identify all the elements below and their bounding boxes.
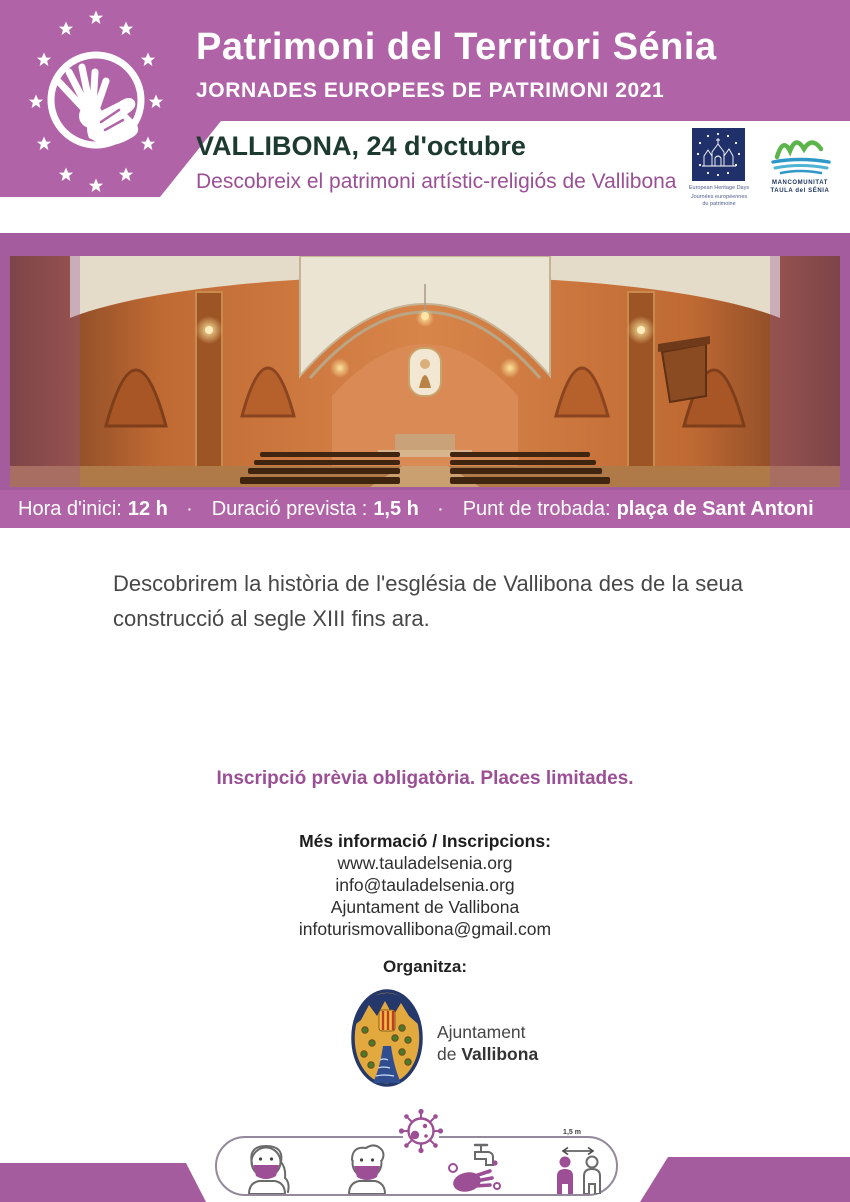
contact-tourism-email: infoturismovallibona@gmail.com <box>298 919 552 939</box>
church-interior-photo <box>10 256 840 487</box>
organizer-name-line2: de Vallibona <box>437 1044 539 1064</box>
man-wearing-mask-icon <box>339 1142 395 1194</box>
duration-value: 1,5 h <box>373 498 419 520</box>
social-distancing-icon <box>551 1142 607 1194</box>
organizer-heading: Organitza: <box>382 957 468 976</box>
organizer-name <box>437 1021 538 1065</box>
mancomunitat-logo-icon <box>763 131 837 177</box>
vallibona-crest-icon <box>350 988 424 1088</box>
registration-notice: Inscripció prèvia obligatòria. Places limitades. <box>216 768 634 789</box>
event-title: VALLIBONA, 24 d'octubre <box>196 131 526 161</box>
hand-washing-icon <box>445 1142 503 1194</box>
event-description: Descobrirem la història de l'església de Vallibona des de la seua construcció al segle XIII fins ara. <box>113 571 743 631</box>
duration-label: Duració prevista : <box>211 498 368 520</box>
contact-heading: Més informació / Inscripcions: <box>299 831 551 851</box>
separator-dot: · <box>187 501 193 517</box>
bottom-right-purple-band <box>640 1157 850 1202</box>
mancomunitat-name-line1: MANCOMUNITAT <box>772 180 828 186</box>
meeting-point-value: plaça de Sant Antoni <box>616 498 814 520</box>
photo-frame <box>0 233 850 490</box>
mancomunitat-name-line2: TAULA del SÉNIA <box>770 188 830 194</box>
ehd-caption-line3: du patrimoine <box>702 201 736 207</box>
event-details-bar <box>0 490 850 528</box>
contact-website: www.tauladelsenia.org <box>337 853 513 873</box>
event-subtitle: Descobreix el patrimoni artístic-religiós de Vallibona <box>196 170 677 193</box>
coronavirus-icon <box>396 1106 446 1161</box>
start-time-label: Hora d'inici: <box>18 498 122 520</box>
organizer-town-name: Vallibona <box>461 1044 539 1064</box>
contact-block <box>0 830 850 940</box>
meeting-point-label: Punt de trobada: <box>462 498 611 520</box>
poster-title: Patrimoni del Territori Sénia <box>196 26 717 68</box>
european-heritage-days-logo-icon <box>692 128 745 181</box>
contact-email: info@tauladelsenia.org <box>335 875 515 895</box>
bottom-left-purple-band <box>0 1163 206 1202</box>
separator-dot: · <box>438 501 444 517</box>
ehd-caption-line2: Journées européennes <box>690 194 748 200</box>
woman-wearing-mask-icon <box>239 1142 295 1194</box>
distance-label: 1,5 m <box>563 1129 581 1136</box>
ehd-caption-line1: European Heritage Days <box>688 185 750 191</box>
contact-townhall: Ajuntament de Vallibona <box>330 897 520 917</box>
start-time-value: 12 h <box>127 498 168 520</box>
organizer-name-line1: Ajuntament <box>437 1022 526 1042</box>
heritage-hands-logo-icon <box>23 10 169 210</box>
poster-subtitle: JORNADES EUROPEES DE PATRIMONI 2021 <box>196 79 665 102</box>
